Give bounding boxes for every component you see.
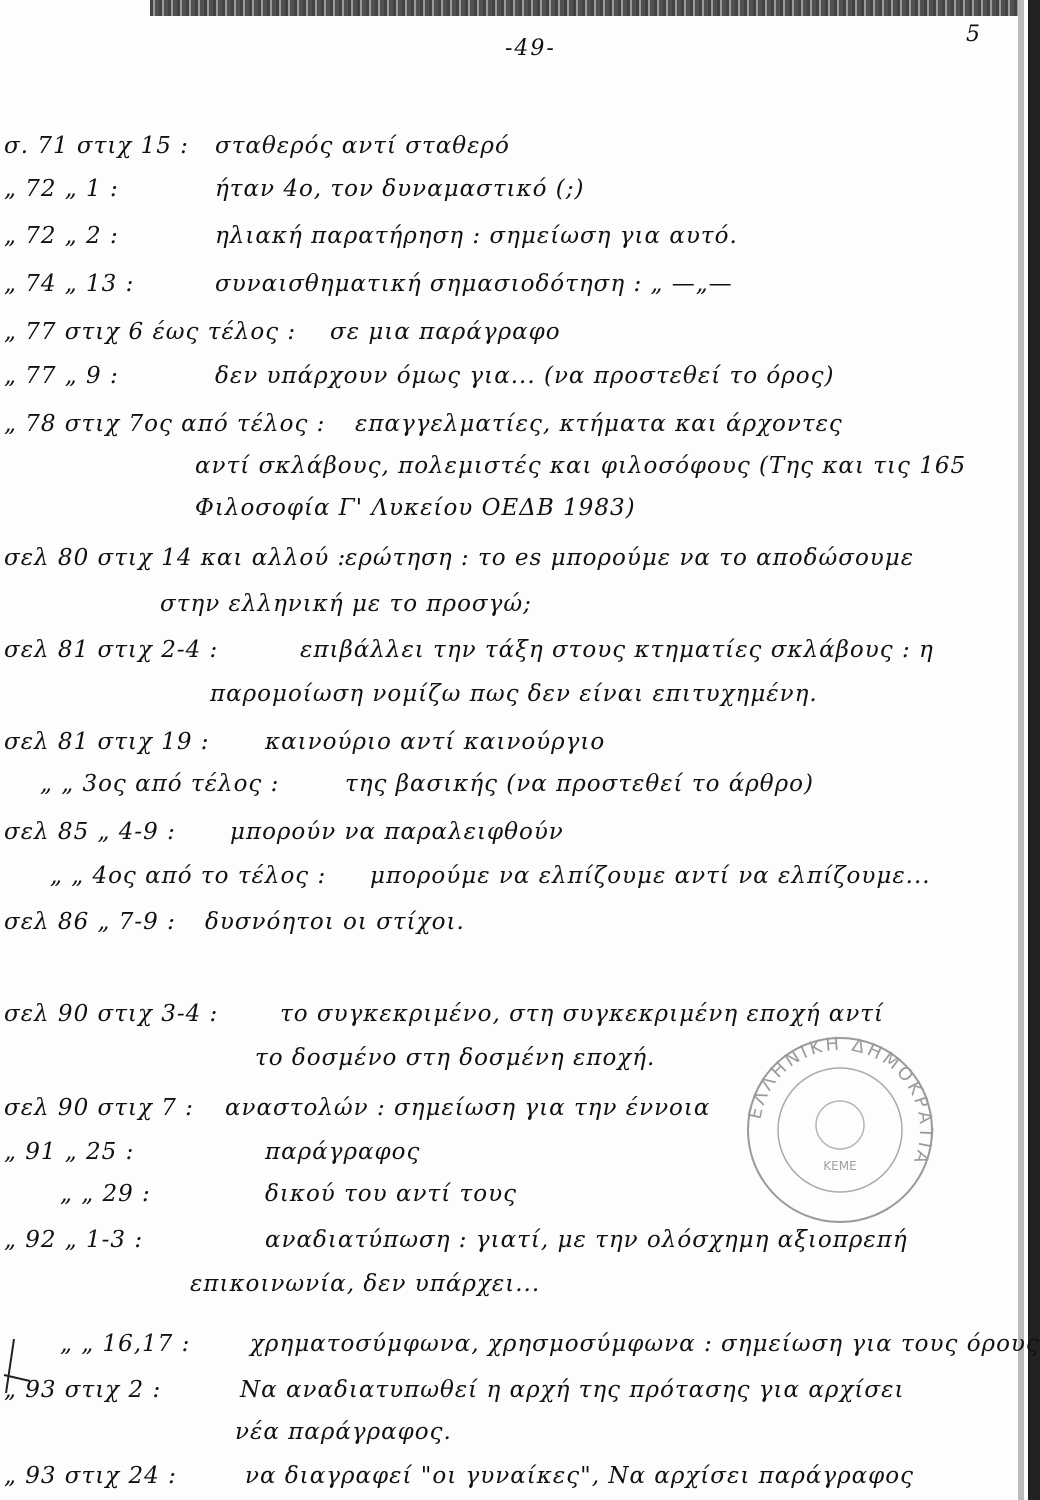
line-reference: σελ 85 „ 4-9 : (4, 819, 176, 845)
note-continuation: παρομοίωση νομίζω πως δεν είναι επιτυχημένη. (210, 681, 818, 707)
scan-top-edge (150, 0, 1020, 16)
line-reference: „ 92 „ 1-3 : (4, 1227, 144, 1253)
note-text: επαγγελματίες, κτήματα και άρχοντες (355, 411, 843, 437)
note-continuation: το δοσμένο στη δοσμένη εποχή. (255, 1045, 656, 1071)
note-text: ηλιακή παρατήρηση : σημείωση για αυτό. (215, 223, 738, 249)
page-number: -49- (505, 36, 556, 61)
note-text: συναισθηματική σημασιοδότηση : „ —„— (215, 271, 733, 297)
line-reference: „ 91 „ 25 : (4, 1139, 135, 1165)
line-reference: „ 72 „ 1 : (4, 176, 119, 202)
note-text: παράγραφος (265, 1139, 421, 1165)
note-text: σε μια παράγραφο (330, 319, 561, 345)
note-text: σταθερός αντί σταθερό (215, 133, 510, 159)
official-stamp (740, 1030, 940, 1230)
note-text: το συγκεκριμένο, στη συγκεκριμένη εποχή αντί (280, 1001, 885, 1027)
line-reference: „ „ 3ος από τέλος : (40, 771, 280, 797)
note-continuation: αντί σκλάβους, πολεμιστές και φιλοσόφους (Της και τις 165 (195, 453, 967, 479)
note-text: δυσνόητοι οι στίχοι. (205, 909, 465, 935)
note-text: αναστολών : σημείωση για την έννοια (225, 1095, 711, 1121)
note-text: να διαγραφεί "οι γυναίκες", Να αρχίσει παράγραφος (245, 1463, 915, 1489)
note-text: μπορούν να παραλειφθούν (230, 819, 564, 845)
line-reference: „ „ 4ος από το τέλος : (50, 863, 327, 889)
note-text: αναδιατύπωση : γιατί, με την ολόσχημη αξιοπρεπή (265, 1227, 908, 1253)
line-reference: „ 77 „ 9 : (4, 363, 119, 389)
line-reference: „ 93 στιχ 24 : (4, 1463, 177, 1489)
line-reference: „ 72 „ 2 : (4, 223, 119, 249)
note-text: ερώτηση : το es μπορούμε να το αποδώσουμε (345, 545, 915, 571)
line-reference: „ 74 „ 13 : (4, 271, 135, 297)
line-reference: σελ 80 στιχ 14 και αλλού : (4, 545, 347, 571)
line-reference: „ 78 στιχ 7ος από τέλος : (4, 411, 326, 437)
note-text: ήταν 4ο, τον δυναμαστικό (;) (215, 176, 585, 202)
line-reference: σελ 90 στιχ 7 : (4, 1095, 194, 1121)
note-text: επιβάλλει την τάξη στους κτηματίες σκλάβους : η (300, 637, 934, 663)
note-text: Να αναδιατυπωθεί η αρχή της πρότασης για αρχίσει (240, 1377, 905, 1403)
line-reference: „ 77 στιχ 6 έως τέλος : (4, 319, 297, 345)
line-reference: σελ 81 στιχ 19 : (4, 729, 210, 755)
line-reference: σελ 86 „ 7-9 : (4, 909, 176, 935)
note-text: της βασικής (να προστεθεί το άρθρο) (345, 771, 814, 797)
folio-number: 5 (966, 22, 980, 47)
note-text: μπορούμε να ελπίζουμε αντί να ελπίζουμε... (370, 863, 931, 889)
note-text: καινούριο αντί καινούργιο (265, 729, 606, 755)
note-text: δικού του αντί τους (265, 1181, 517, 1207)
note-continuation: νέα παράγραφος. (235, 1419, 452, 1445)
line-reference: „ 93 στιχ 2 : (4, 1377, 162, 1403)
margin-check-mark (0, 1335, 36, 1395)
stamp-inner-text: ΚΕΜΕ (823, 1159, 857, 1173)
line-reference: „ „ 16,17 : (60, 1331, 191, 1357)
note-continuation: επικοινωνία, δεν υπάρχει... (190, 1271, 541, 1297)
scan-right-edge (1018, 0, 1040, 1500)
note-continuation: στην ελληνική με το προσγώ; (160, 591, 532, 617)
note-text: δεν υπάρχουν όμως για... (να προστεθεί το όρος) (215, 363, 835, 389)
line-reference: „ „ 29 : (60, 1181, 151, 1207)
stamp-text: ΕΛΛΗΝΙΚΗ ΔΗΜΟΚΡΑΤΙΑ (744, 1033, 937, 1170)
note-continuation: Φιλοσοφία Γ' Λυκείου ΟΕΔΒ 1983) (195, 495, 636, 521)
line-reference: σελ 81 στιχ 2-4 : (4, 637, 219, 663)
line-reference: σ. 71 στιχ 15 : (4, 133, 189, 159)
note-text: χρηματοσύμφωνα, χρησμοσύμφωνα : σημείωση για τους όρους (250, 1331, 1040, 1357)
line-reference: σελ 90 στιχ 3-4 : (4, 1001, 219, 1027)
